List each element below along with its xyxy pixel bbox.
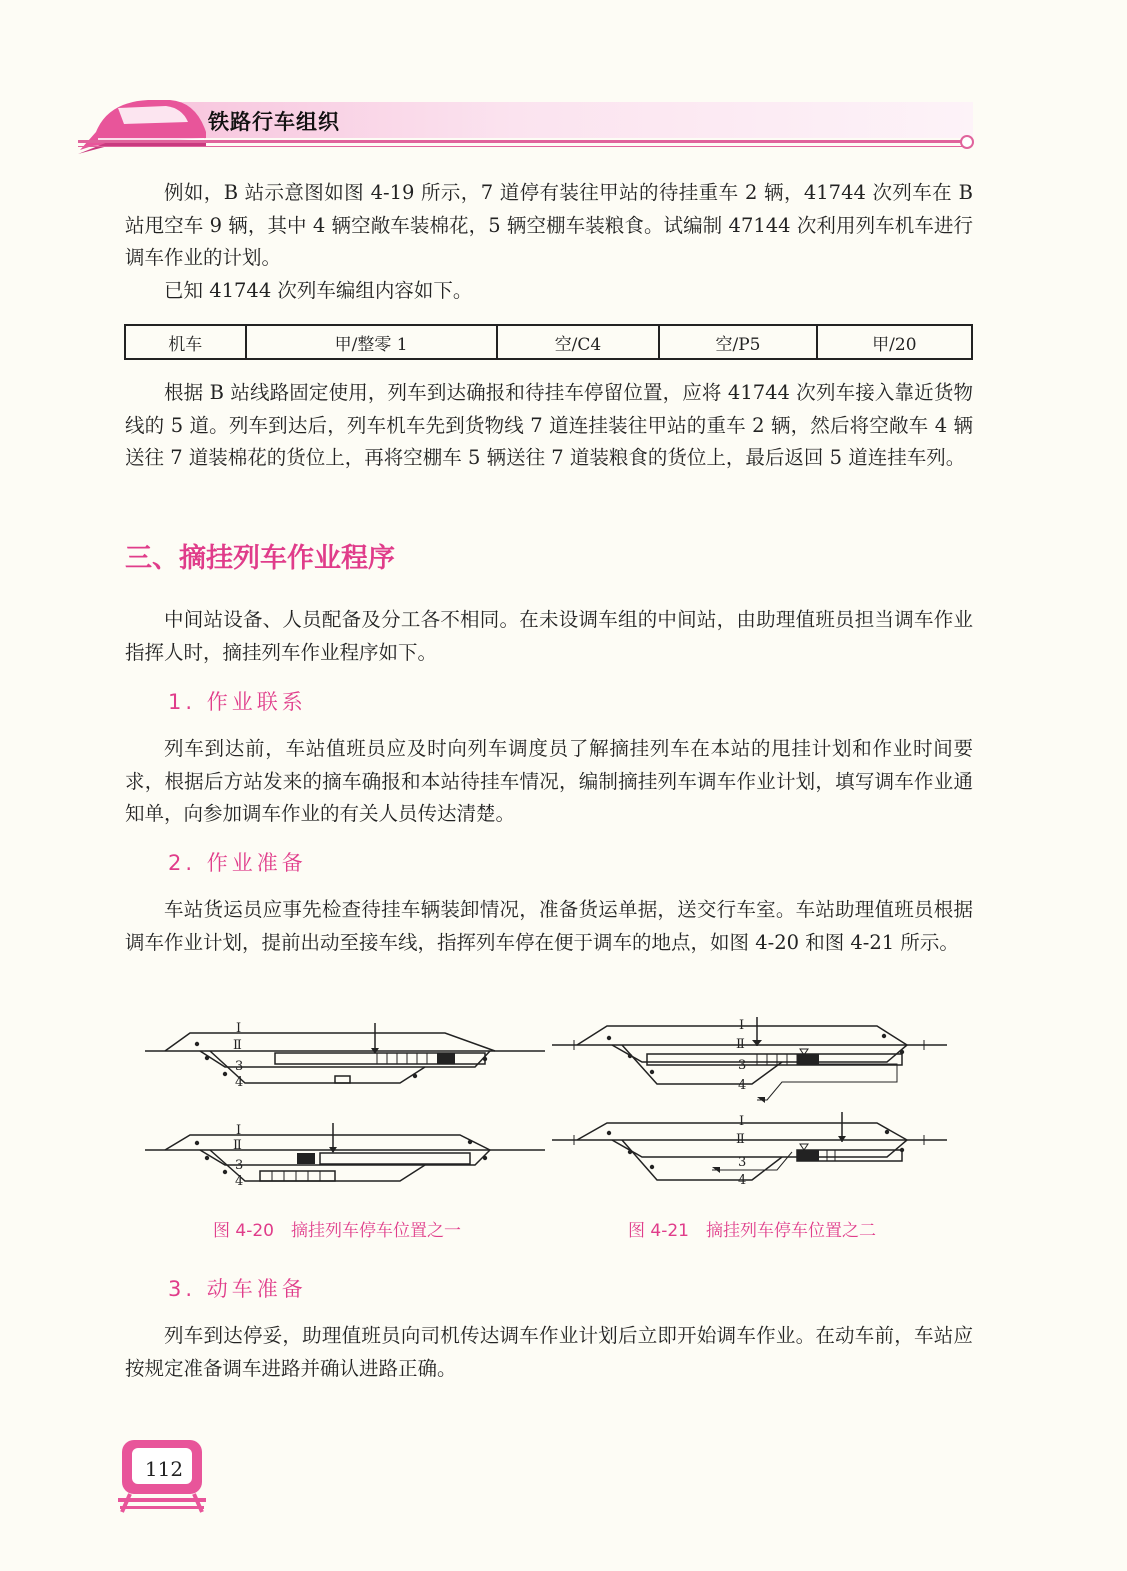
table-cell: 空/C4 xyxy=(497,325,660,359)
figure-caption-4-21: 图 4-21 摘挂列车停车位置之二 xyxy=(628,1221,876,1241)
track-label: 4 xyxy=(235,1075,244,1090)
track-label: 3 xyxy=(235,1059,244,1074)
train-composition-table xyxy=(124,324,973,360)
table-row xyxy=(125,325,972,359)
table-cell: 空/P5 xyxy=(659,325,816,359)
header-rule-thin xyxy=(78,146,971,147)
track-labels xyxy=(736,1018,746,1188)
paragraph-prepare: 车站货运员应事先检查待挂车辆装卸情况，准备货运单据，送交行车室。车站助理值班员根据调车作业计划，提前出动至接车线，指挥列车停在便于调车的地点，如图 4-20 和图 4-21 所示。 xyxy=(125,898,973,954)
track-label: 3 xyxy=(738,1058,747,1073)
subheading-move: 3. 动车准备 xyxy=(168,1277,307,1301)
track-labels xyxy=(233,1021,243,1189)
track-label: Ⅰ xyxy=(739,1114,745,1129)
track-label: Ⅰ xyxy=(739,1018,745,1033)
paragraph-example: 例如，B 站示意图如图 4-19 所示，7 道停有装往甲站的待挂重车 2 辆，41744 次列车在 B 站甩空车 9 辆，其中 4 辆空敞车装棉花，5 辆空棚车装粮食。试编制 47144 次利用列车机车进行调车作业的计划。 xyxy=(125,181,973,269)
table-cell: 甲/20 xyxy=(817,325,972,359)
table-cell: 机车 xyxy=(125,325,246,359)
figure-4-20-track-diagram xyxy=(145,1018,545,1196)
section-heading: 三、摘挂列车作业程序 xyxy=(125,543,395,574)
paragraph-intro: 中间站设备、人员配备及分工各不相同。在未设调车组的中间站，由助理值班员担当调车作业指挥人时，摘挂列车作业程序如下。 xyxy=(125,608,973,664)
train-logo-icon xyxy=(78,92,208,154)
track-label: Ⅱ xyxy=(736,1037,745,1052)
subheading-prepare: 2. 作业准备 xyxy=(168,851,307,875)
subheading-contact: 1. 作业联系 xyxy=(168,690,307,714)
track-label: Ⅱ xyxy=(233,1038,242,1053)
running-header xyxy=(78,92,978,162)
header-title: 铁路行车组织 xyxy=(208,110,340,134)
track-label: 4 xyxy=(235,1174,244,1189)
page-number: 112 xyxy=(144,1457,184,1481)
track-label: Ⅱ xyxy=(233,1138,242,1153)
track-label: 3 xyxy=(235,1158,244,1173)
table-cell: 甲/整零 1 xyxy=(246,325,497,359)
paragraph-known: 已知 41744 次列车编组内容如下。 xyxy=(164,279,473,302)
header-rule xyxy=(78,140,971,143)
track-label: Ⅱ xyxy=(736,1132,745,1147)
header-rule-end-icon xyxy=(960,135,974,149)
paragraph-contact: 列车到达前，车站值班员应及时向列车调度员了解摘挂列车在本站的甩挂计划和作业时间要求，根据后方站发来的摘车确报和本站待挂车情况，编制摘挂列车调车作业计划，填写调车作业通知单，向参加调车作业的有关人员传达清楚。 xyxy=(125,737,973,825)
track-label: 3 xyxy=(738,1155,747,1170)
figure-caption-4-20: 图 4-20 摘挂列车停车位置之一 xyxy=(213,1221,461,1241)
figure-4-21-track-diagram xyxy=(552,1012,952,1197)
paragraph-solution: 根据 B 站线路固定使用，列车到达确报和待挂车停留位置，应将 41744 次列车接入靠近货物线的 5 道。列车到达后，列车机车先到货物线 7 道连挂装往甲站的重车 2 辆，然后将空敞车 4 辆送往 7 道装棉花的货位上，再将空棚车 5 辆送往 7 道装粮食的货位上，最后返回 5 道连挂车列。 xyxy=(125,381,973,469)
track-label: Ⅰ xyxy=(236,1123,242,1138)
track-label: 4 xyxy=(738,1173,747,1188)
track-label: Ⅰ xyxy=(236,1021,242,1036)
paragraph-move: 列车到达停妥，助理值班员向司机传达调车作业计划后立即开始调车作业。在动车前，车站应按规定准备调车进路并确认进路正确。 xyxy=(125,1324,973,1380)
track-label: 4 xyxy=(738,1078,747,1093)
